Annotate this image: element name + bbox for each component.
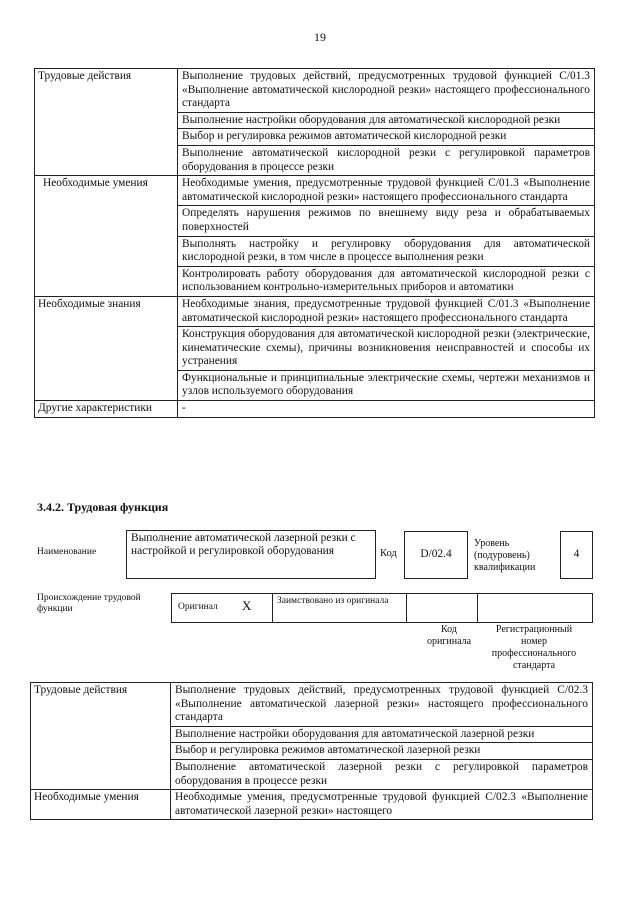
table-row xyxy=(35,69,595,113)
table-cell: Выполнение настройки оборудования для автоматической кислородной резки xyxy=(178,112,595,129)
table-cell: Необходимые умения, предусмотренные трудовой функцией C/01.3 «Выполнение автоматической кислородной резки» настоящего профессионального стандарта xyxy=(178,176,595,206)
origin-code-caption: Код оригинала xyxy=(426,624,472,647)
table-cell: Необходимые умения, предусмотренные трудовой функцией C/02.3 «Выполнение автоматической лазерной резки» настоящего xyxy=(171,790,593,820)
requirements-table-2 xyxy=(30,682,593,820)
table-row xyxy=(31,683,593,727)
table-row xyxy=(35,401,595,418)
divider xyxy=(272,594,273,622)
level-box xyxy=(560,531,593,579)
origin-table xyxy=(171,593,593,623)
table-cell: Выполнение автоматической кислородной резки с регулировкой параметров оборудования в процессе резки xyxy=(178,145,595,175)
table-cell: Выполнение трудовых действий, предусмотренных трудовой функцией C/02.3 «Выполнение автоматической лазерной резки» настоящего профессионального стандарта xyxy=(171,683,593,727)
code-value: D/02.4 xyxy=(420,548,452,561)
table-cell: Определять нарушения режимов по внешнему виду реза и обрабатываемых поверхностей xyxy=(178,206,595,236)
borrowed-label: Заимствовано из оригинала xyxy=(277,596,389,606)
table-cell: Необходимые знания, предусмотренные трудовой функцией C/01.3 «Выполнение автоматической кислородной резки» настоящего профессионального стандарта xyxy=(178,296,595,326)
row-label: Трудовые действия xyxy=(35,69,178,176)
table-cell: Выполнение настройки оборудования для автоматической лазерной резки xyxy=(171,726,593,743)
row-label: Другие характеристики xyxy=(35,401,178,418)
table-row xyxy=(35,176,595,206)
table-cell: Конструкция оборудования для автоматической кислородной резки (электрические, кинематические схемы), причины возникновения неисправностей и способы их устранения xyxy=(178,327,595,371)
row-label: Необходимые умения xyxy=(35,176,178,297)
reg-number-caption: Регистрационный номер профессионального стандарта xyxy=(491,624,577,671)
table-cell: - xyxy=(178,401,595,418)
function-name-value: Выполнение автоматической лазерной резки с настройкой и регулировкой оборудования xyxy=(131,532,356,558)
name-label: Наименование xyxy=(37,547,97,557)
divider xyxy=(477,594,478,622)
divider xyxy=(406,594,407,622)
function-name-box xyxy=(126,530,376,579)
table-cell: Выполнение трудовых действий, предусмотренных трудовой функцией C/01.3 «Выполнение автоматической кислородной резки» настоящего профессионального стандарта xyxy=(178,69,595,113)
table-row xyxy=(31,790,593,820)
requirements-table-1 xyxy=(34,68,595,418)
original-label: Оригинал xyxy=(178,602,218,612)
table-cell: Выбор и регулировка режимов автоматической кислородной резки xyxy=(178,129,595,146)
level-value: 4 xyxy=(573,548,580,561)
level-label: Уровень (подуровень) квалификации xyxy=(474,538,536,573)
code-label: Код xyxy=(380,548,397,559)
section-title: 3.4.2. Трудовая функция xyxy=(37,500,169,514)
row-label: Трудовые действия xyxy=(31,683,171,790)
original-mark: X xyxy=(242,598,252,613)
row-label: Необходимые умения xyxy=(31,790,171,820)
code-box xyxy=(404,531,468,579)
table-cell: Выбор и регулировка режимов автоматической лазерной резки xyxy=(171,743,593,760)
origin-label: Происхождение трудовой функции xyxy=(37,593,141,614)
table-cell: Контролировать работу оборудования для автоматической кислородной резки с использованием контрольно-измерительных приборов и автоматики xyxy=(178,266,595,296)
table-row xyxy=(35,296,595,326)
table-cell: Выполнение автоматической лазерной резки с регулировкой параметров оборудования в процессе резки xyxy=(171,759,593,789)
row-label: Необходимые знания xyxy=(35,296,178,400)
table-cell: Функциональные и принципиальные электрические схемы, чертежи механизмов и узлов используемого оборудования xyxy=(178,370,595,400)
table-cell: Выполнять настройку и регулировку оборудования для автоматической кислородной резки, в том числе в процессе выполнения резки xyxy=(178,236,595,266)
page-number: 19 xyxy=(314,30,326,44)
